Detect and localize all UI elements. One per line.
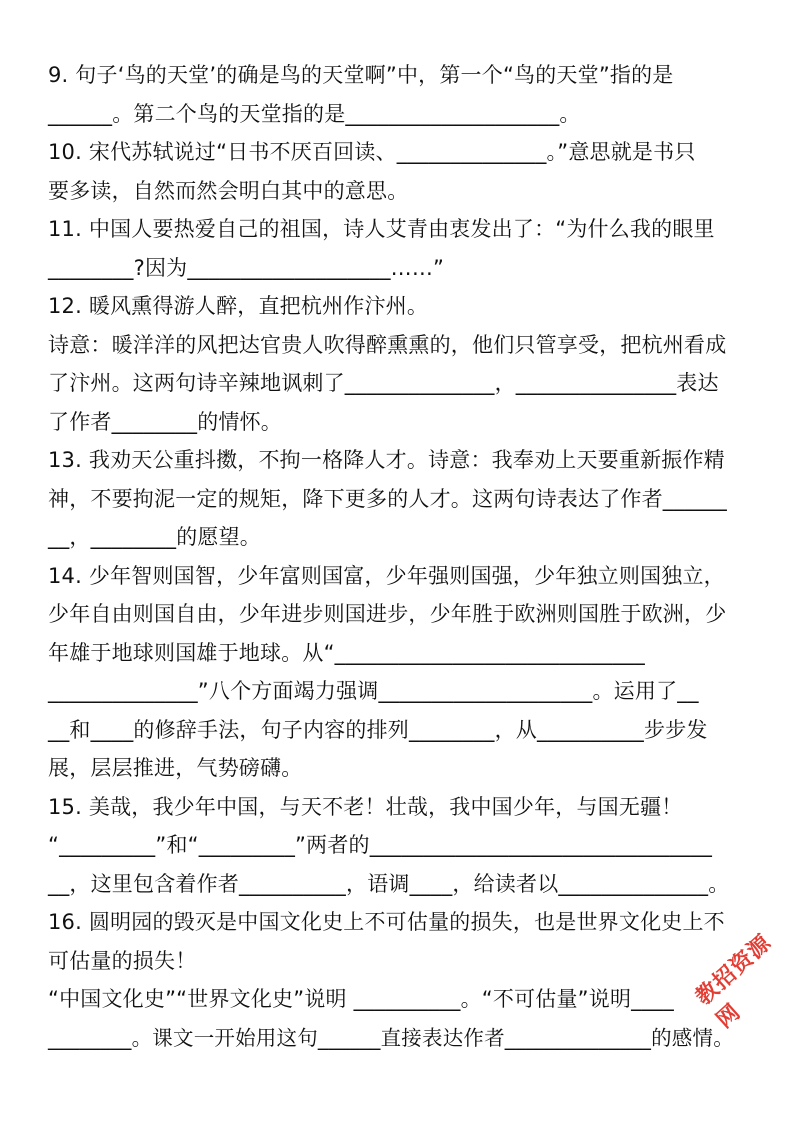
text-line: ______________”八个方面竭力强调____________________。运用了__ <box>48 679 699 703</box>
text-line: ________。课文一开始用这句______直接表达作者______________的感情。 <box>48 1025 734 1050</box>
text-line: 诗意：暖洋洋的风把达官贵人吹得醉熏熏的，他们只管享受，把杭州看成 <box>48 332 727 357</box>
text-line: 了作者________的情怀。 <box>48 409 282 434</box>
text-line: __，________的愿望。 <box>48 525 261 549</box>
text-line: 神，不要拘泥一定的规矩，降下更多的人才。这两句诗表达了作者______ <box>48 486 727 511</box>
text-line: 12. 暖风熏得游人醉，直把杭州作汴州。 <box>48 294 429 318</box>
text-line: 展，层层推进，气势磅礴。 <box>48 756 303 780</box>
text-line: 年雄于地球则国雄于地球。从“_____________________________ <box>48 640 645 665</box>
document-page <box>48 56 748 1057</box>
text-line: 10. 宋代苏轼说过“日书不厌百回读、______________。”意思就是书只 <box>48 140 696 164</box>
text-line: 16. 圆明园的毁灭是中国文化史上不可估量的损失，也是世界文化史上不 <box>48 910 725 934</box>
text-line: __和____的修辞手法，句子内容的排列________，从__________步步发 <box>48 717 708 742</box>
text-line: __，这里包含着作者__________，语调____，给读者以______________。 <box>48 871 730 896</box>
text-line: 可估量的损失！ <box>48 948 197 973</box>
text-line: ______。第二个鸟的天堂指的是____________________。 <box>48 101 581 126</box>
text-line: 14. 少年智则国智，少年富则国富，少年强则国强，少年独立则国独立， <box>48 563 725 588</box>
text-line: ________?因为___________________……” <box>48 255 445 280</box>
text-line: 要多读，自然而然会明白其中的意思。 <box>48 178 409 203</box>
text-line: 13. 我劝天公重抖擞，不拘一格降人才。诗意：我奉劝上天要重新振作精 <box>48 448 725 472</box>
text-line: 11. 中国人要热爱自己的祖国，诗人艾青由衷发出了：“为什么我的眼里 <box>48 217 715 241</box>
watermark: 教招资源网 <box>691 930 777 1034</box>
text-line: “_________”和“_________”两者的________________________________ <box>48 833 713 857</box>
text-line: 15. 美哉，我少年中国，与天不老！壮哉，我中国少年，与国无疆！ <box>48 794 683 819</box>
text-line: 少年自由则国自由，少年进步则国进步，少年胜于欧洲则国胜于欧洲，少 <box>48 602 727 626</box>
text-line: “中国文化史”“世界文化史”说明 __________。“不可估量”说明____ <box>48 987 674 1011</box>
text-line: 了汴州。这两句诗辛辣地讽刺了______________，_______________表达 <box>48 371 719 395</box>
text-line: 9. 句子‘鸟的天堂’的确是鸟的天堂啊”中，第一个“鸟的天堂”指的是 <box>48 63 674 87</box>
